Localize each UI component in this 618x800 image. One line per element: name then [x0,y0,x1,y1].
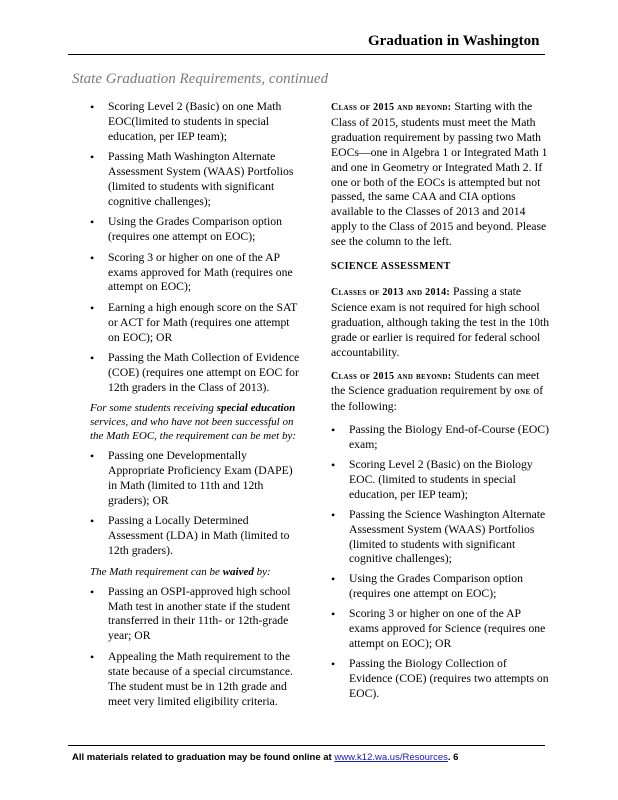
waiver-options-list [90,585,304,710]
note-keyword: special education [216,402,296,415]
note-keyword: waived [222,565,254,578]
section-title: State Graduation Requirements, continued [72,71,329,87]
class-2015-science-paragraph [331,369,551,416]
classes-2013-2014-science-paragraph [331,285,551,361]
paragraph-lead: Class of 2015 and beyond: [331,102,452,113]
left-column [90,100,304,715]
footer-divider [68,745,545,746]
page-header-title: Graduation in Washington [368,33,540,49]
list-item: • Using the Grades Comparison option (requires one attempt on EOC); [90,215,304,245]
footer-text: All materials related to graduation may be found online at [72,752,332,763]
list-item: • Earning a high enough score on the SAT or ACT for Math (requires one attempt on EOC); OR [90,301,304,346]
page-number: . 6 [447,752,459,763]
note-text: The Math requirement can be [90,565,220,578]
paragraph-text: Students can meet the Science graduation requirement by [331,368,540,398]
waiver-note [90,565,304,579]
list-item: • Passing the Biology End-of-Course (EOC) exam; [331,423,551,453]
note-text: by: [256,565,271,578]
paragraph-lead: Classes of 2013 and 2014: [331,286,451,298]
paragraph-text: of the following: [331,384,544,414]
list-item: • Scoring 3 or higher on one of the AP exams approved for Math (requires one attempt on EOC); [90,251,304,296]
science-options-list [331,423,551,701]
list-item: • Passing a Locally Determined Assessment (LDA) in Math (limited to 12th graders). [90,514,304,559]
paragraph-text: Starting with the Class of 2015, students must meet the Math graduation requirement by passing two Math EOCs—one in Algebra 1 or Integrated Math 1 and one in Geometry or Integrated Math 2. If one or both of the EOCs is attempted but not passed, the same CAA and CIA options available to the Classes of 2013 and 2014 apply to the Class of 2015 and beyond. Please see the column to the left. [331,100,548,249]
list-item: • Using the Grades Comparison option (requires one attempt on EOC); [331,572,551,602]
list-item: • Passing an OSPI-approved high school Math test in another state if the student transferred in their 11th- or 12th-grade year; OR [90,585,304,645]
header-divider [68,54,545,55]
special-education-options-list [90,449,304,559]
list-item: • Passing one Developmentally Appropriate Proficiency Exam (DAPE) in Math (limited to 11th and 12th graders); OR [90,449,304,509]
list-item: • Passing the Math Collection of Evidence (COE) (requires one attempt on EOC for 12th graders in the Class of 2013). [90,351,304,396]
class-2015-math-paragraph [331,100,551,250]
special-education-note [90,401,304,443]
paragraph-text: Passing a state Science exam is not required for high school graduation, although taking the test in the 10th grade or earlier is required for federal school accountability. [331,284,550,359]
resources-link[interactable]: www.k12.wa.us/Resources [334,752,448,763]
list-item: • Appealing the Math requirement to the state because of a special circumstance. The student must be in 12th grade and meet very limited eligibility criteria. [90,650,304,710]
list-item: • Passing the Biology Collection of Evidence (COE) (requires two attempts on EOC). [331,657,551,702]
list-item: • Scoring 3 or higher on one of the AP exams approved for Science (requires one attempt on EOC); OR [331,607,551,652]
footer [72,752,458,763]
note-text: For some students receiving [90,402,214,415]
note-text: services, and who have not been successful on the Math EOC, the requirement can be met by: [90,416,296,443]
paragraph-lead: Class of 2015 and beyond: [331,370,452,382]
paragraph-emphasis: one [514,386,531,398]
math-options-list [90,100,304,396]
list-item: • Passing Math Washington Alternate Assessment System (WAAS) Portfolios (limited to students with significant cognitive challenges); [90,150,304,210]
list-item: • Passing the Science Washington Alternate Assessment System (WAAS) Portfolios (limited to students with significant cognitive challenges); [331,508,551,568]
right-column [331,100,551,707]
list-item: • Scoring Level 2 (Basic) on one Math EOC(limited to students in special education, per IEP team); [90,100,304,145]
science-assessment-heading: SCIENCE ASSESSMENT [331,261,451,273]
list-item: • Scoring Level 2 (Basic) on the Biology EOC. (limited to students in special education, per IEP team); [331,458,551,503]
